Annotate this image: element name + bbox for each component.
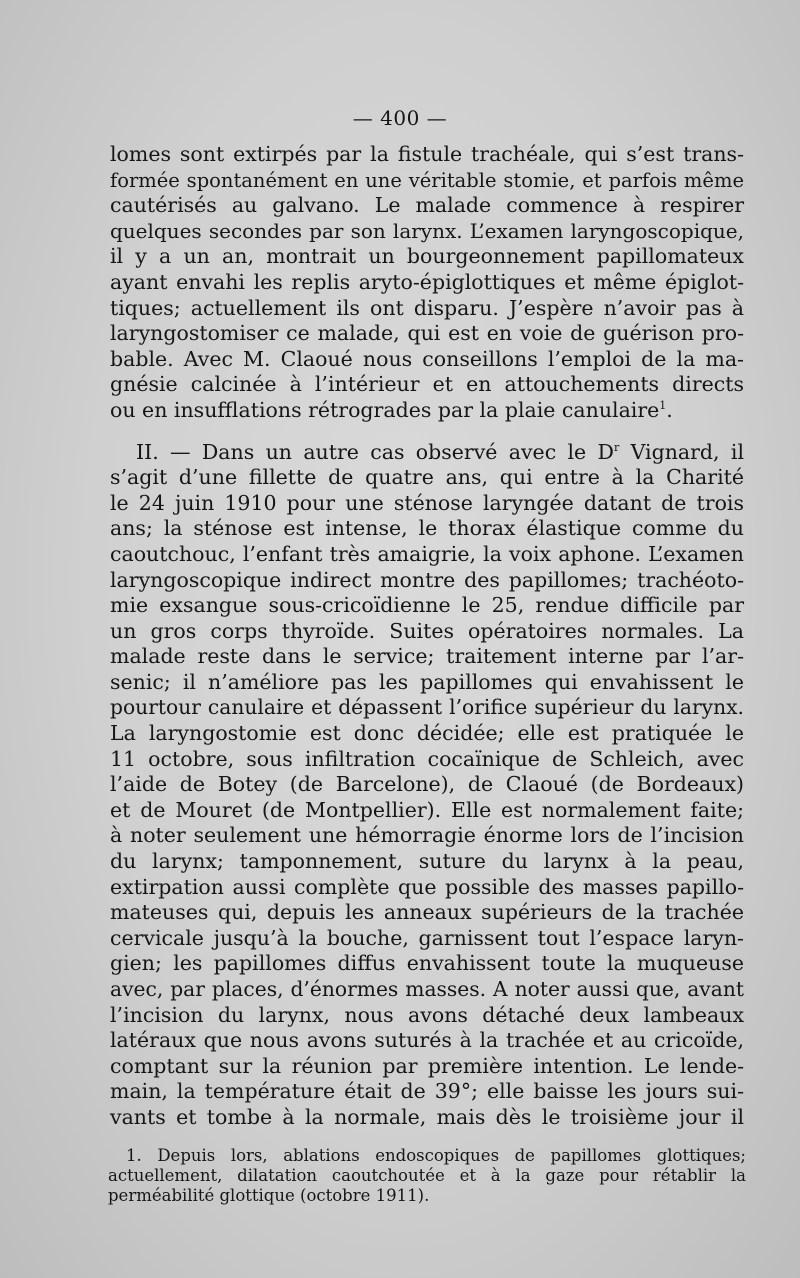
- text-line: pourtour canulaire et dépassent l’orifice supérieur du larynx.: [110, 695, 744, 720]
- text-line: avec, par places, d’énormes masses. A noter aussi que, avant: [110, 977, 744, 1001]
- text-segment: ou en insufflations rétrogrades par la plaie canulaire: [110, 397, 660, 422]
- text-line: tiques; actuellement ils ont disparu. J’espère n’avoir pas à: [110, 295, 744, 320]
- text-line: vants et tombe à la normale, mais dès le troisième jour il: [110, 1104, 744, 1129]
- text-line: lomes sont extirpés par la fistule trachéale, qui s’est trans-: [110, 142, 744, 166]
- paragraph-gap: [110, 424, 744, 440]
- text-line: quelques secondes par son larynx. L’examen laryngoscopique,: [110, 218, 744, 243]
- text-line: cautérisés au galvano. Le malade commence à respirer: [110, 193, 744, 218]
- text-line: le 24 juin 1910 pour une sténose laryngée datant de trois: [110, 490, 744, 515]
- text-line: du larynx; tamponnement, suture du larynx à la peau,: [110, 849, 744, 874]
- text-line: comptant sur la réunion par première intention. Le lende-: [110, 1053, 744, 1078]
- body-text: [110, 142, 744, 1131]
- text-line: extirpation aussi complète que possible des masses papillo-: [110, 874, 744, 899]
- page-number: — 400 —: [352, 106, 448, 130]
- text-line: mie exsangue sous-cricoïdienne le 25, rendue difficile par: [110, 593, 744, 618]
- text-line: 11 octobre, sous infiltration cocaïnique de Schleich, avec: [110, 746, 744, 771]
- text-line: caoutchouc, l’enfant très amaigrie, la voix aphone. L’examen: [110, 541, 744, 566]
- text-line: gnésie calcinée à l’intérieur et en attouchements directs: [110, 372, 744, 397]
- footnote-line: 1. Depuis lors, ablations endoscopiques de papillomes glottiques;: [126, 1146, 746, 1165]
- text-line: La laryngostomie est donc décidée; elle est pratiquée le: [110, 721, 744, 746]
- footnote-line: perméabilité glottique (octobre 1911).: [108, 1186, 430, 1205]
- text-line: l’incision du larynx, nous avons détaché deux lambeaux: [110, 1002, 744, 1027]
- text-line: [110, 398, 744, 424]
- text-line: s’agit d’une fillette de quatre ans, qui entre à la Charité: [110, 465, 744, 490]
- footnote-line: actuellement, dilatation caoutchoutée et à la gaze pour rétablir la: [108, 1166, 746, 1185]
- text-line: laryngoscopique indirect montre des papillomes; trachéoto-: [110, 567, 744, 592]
- text-line: ans; la sténose est intense, le thorax élastique comme du: [110, 516, 744, 541]
- text-line: gien; les papillomes diffus envahissent toute la muqueuse: [110, 951, 744, 976]
- text-line: bable. Avec M. Claoué nous conseillons l’emploi de la ma-: [110, 346, 744, 371]
- text-line: et de Mouret (de Montpellier). Elle est normalement faite;: [110, 797, 744, 822]
- text-line: à noter seulement une hémorragie énorme lors de l’incision: [110, 823, 744, 848]
- text-segment: Vignard, il: [619, 439, 744, 464]
- text-line: il y a un an, montrait un bourgeonnement papillomateux: [110, 244, 744, 269]
- text-line: mateuses qui, depuis les anneaux supérieurs de la trachée: [110, 900, 744, 925]
- text-line: main, la température était de 39°; elle baisse les jours sui-: [110, 1079, 744, 1104]
- text-line: l’aide de Botey (de Barcelone), de Claoué (de Bordeaux): [110, 772, 744, 797]
- text-line: [110, 440, 744, 466]
- text-line: latéraux que nous avons suturés à la trachée et au cricoïde,: [110, 1028, 744, 1053]
- text-line: cervicale jusqu’à la bouche, garnissent tout l’espace laryn-: [110, 925, 744, 950]
- footnote-marker: 1: [659, 399, 667, 413]
- text-segment: .: [666, 397, 673, 422]
- text-line: ayant envahi les replis aryto-épiglottiques et même épiglot-: [110, 269, 744, 294]
- text-line: malade reste dans le service; traitement interne par l’ar-: [110, 644, 744, 669]
- text-line: formée spontanément en une véritable stomie, et parfois même: [110, 168, 744, 192]
- text-line: un gros corps thyroïde. Suites opératoires normales. La: [110, 618, 744, 643]
- superscript: r: [613, 440, 620, 454]
- text-segment: II. — Dans un autre cas observé avec le D: [136, 439, 614, 464]
- text-line: laryngostomiser ce malade, qui est en voie de guérison pro-: [110, 321, 744, 346]
- text-line: senic; il n’améliore pas les papillomes qui envahissent le: [110, 669, 744, 694]
- footnote: [108, 1146, 746, 1206]
